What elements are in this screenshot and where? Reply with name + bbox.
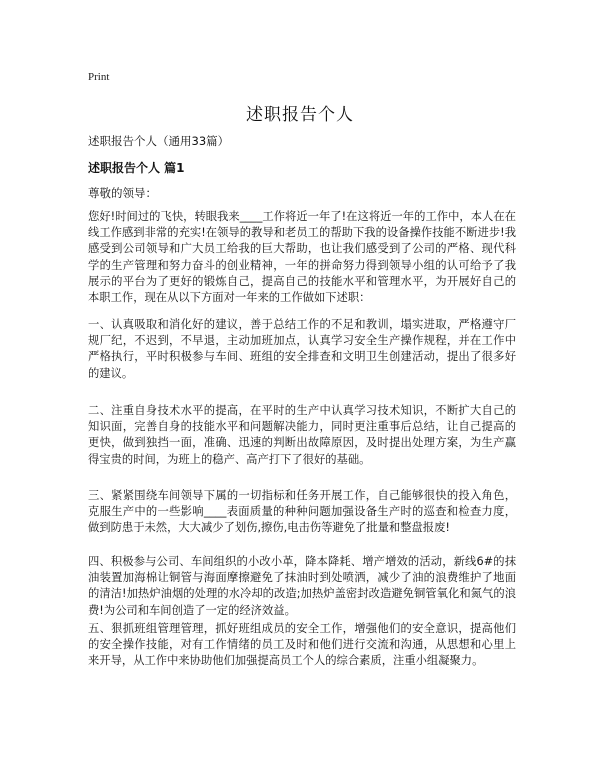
document-subtitle: 述职报告个人（通用33篇） <box>88 134 230 148</box>
paragraph-point-2: 二、注重自身技术水平的提高，在平时的生产中认真学习技术知识，不断扩大自己的知识面，完善自身的技能水平和问题解决能力，同时更注重事后总结，让自己提高的更快，做到独挡一面，准确、迅速的判断出故障原因，及时提出处理方案，为生产赢得宝贵的时间，为班上的稳产、高产打下了很好的基础。 <box>88 404 516 466</box>
salutation: 尊敬的领导： <box>88 186 157 200</box>
page-title: 述职报告个人 <box>246 105 354 125</box>
paragraph-intro: 您好!时间过的飞快，转眼我来____工作将近一年了!在这将近一年的工作中，本人在在线工作感到非常的充实!在领导的教导和老员工的帮助下我的设备操作技能不断进步!我感受到公司领导和广大员工给我的巨大帮助，也让我们感受到了公司的严格、现代科学的生产管理和努力奋斗的创业精神，一年的拼命努力得到领导小组的认可给予了我展示的平台为了更好的锻炼自己，提高自己的技能水平和管理水平，为开展好自己的本职工作，现在从以下方面对一年来的工作做如下述职： <box>88 210 516 305</box>
paragraph-point-1: 一、认真吸取和消化好的建议，善于总结工作的不足和教训，塌实进取，严格遵守厂规厂纪，不迟到，不早退，主动加班加点，认真学习安全生产操作规程，并在工作中严格执行，平时积极参与车间、班组的安全排查和文明卫生创建活动，提出了很多好的建议。 <box>88 318 516 380</box>
paragraph-point-4: 四、积极参与公司、车间组织的小改小革，降本降耗、增产增效的活动，新线6#的抹油装置加海棉让铜管与海面摩擦避免了抹油时到处喷洒，减少了油的浪费维护了地面的清洁!加热炉油烟的处理的水冷却的改造;加热炉盖密封改造避免铜管氧化和氮气的浪费!为公司和车间创造了一定的经济效益。 <box>88 555 516 617</box>
section-heading: 述职报告个人 篇1 <box>88 161 185 175</box>
paragraph-point-5: 五、狠抓班组管理管理，抓好班组成员的安全工作，增强他们的安全意识，提高他们的安全操作技能，对有工作情绪的员工及时和他们进行交流和沟通，从思想和心里上来开导，从工作中来协助他们加强提高员工个人的综合素质，注重小组凝聚力。 <box>88 622 516 668</box>
print-label: Print <box>88 71 110 83</box>
paragraph-point-3: 三、紧紧围绕车间领导下属的一切指标和任务开展工作，自己能够很快的投入角色，克服生产中的一些影响____表面质量的种种问题加强设备生产时的巡查和检查力度，做到防患于未然，大大减少了划伤,擦伤,电击伤等避免了批量和整盘报废! <box>88 489 516 535</box>
